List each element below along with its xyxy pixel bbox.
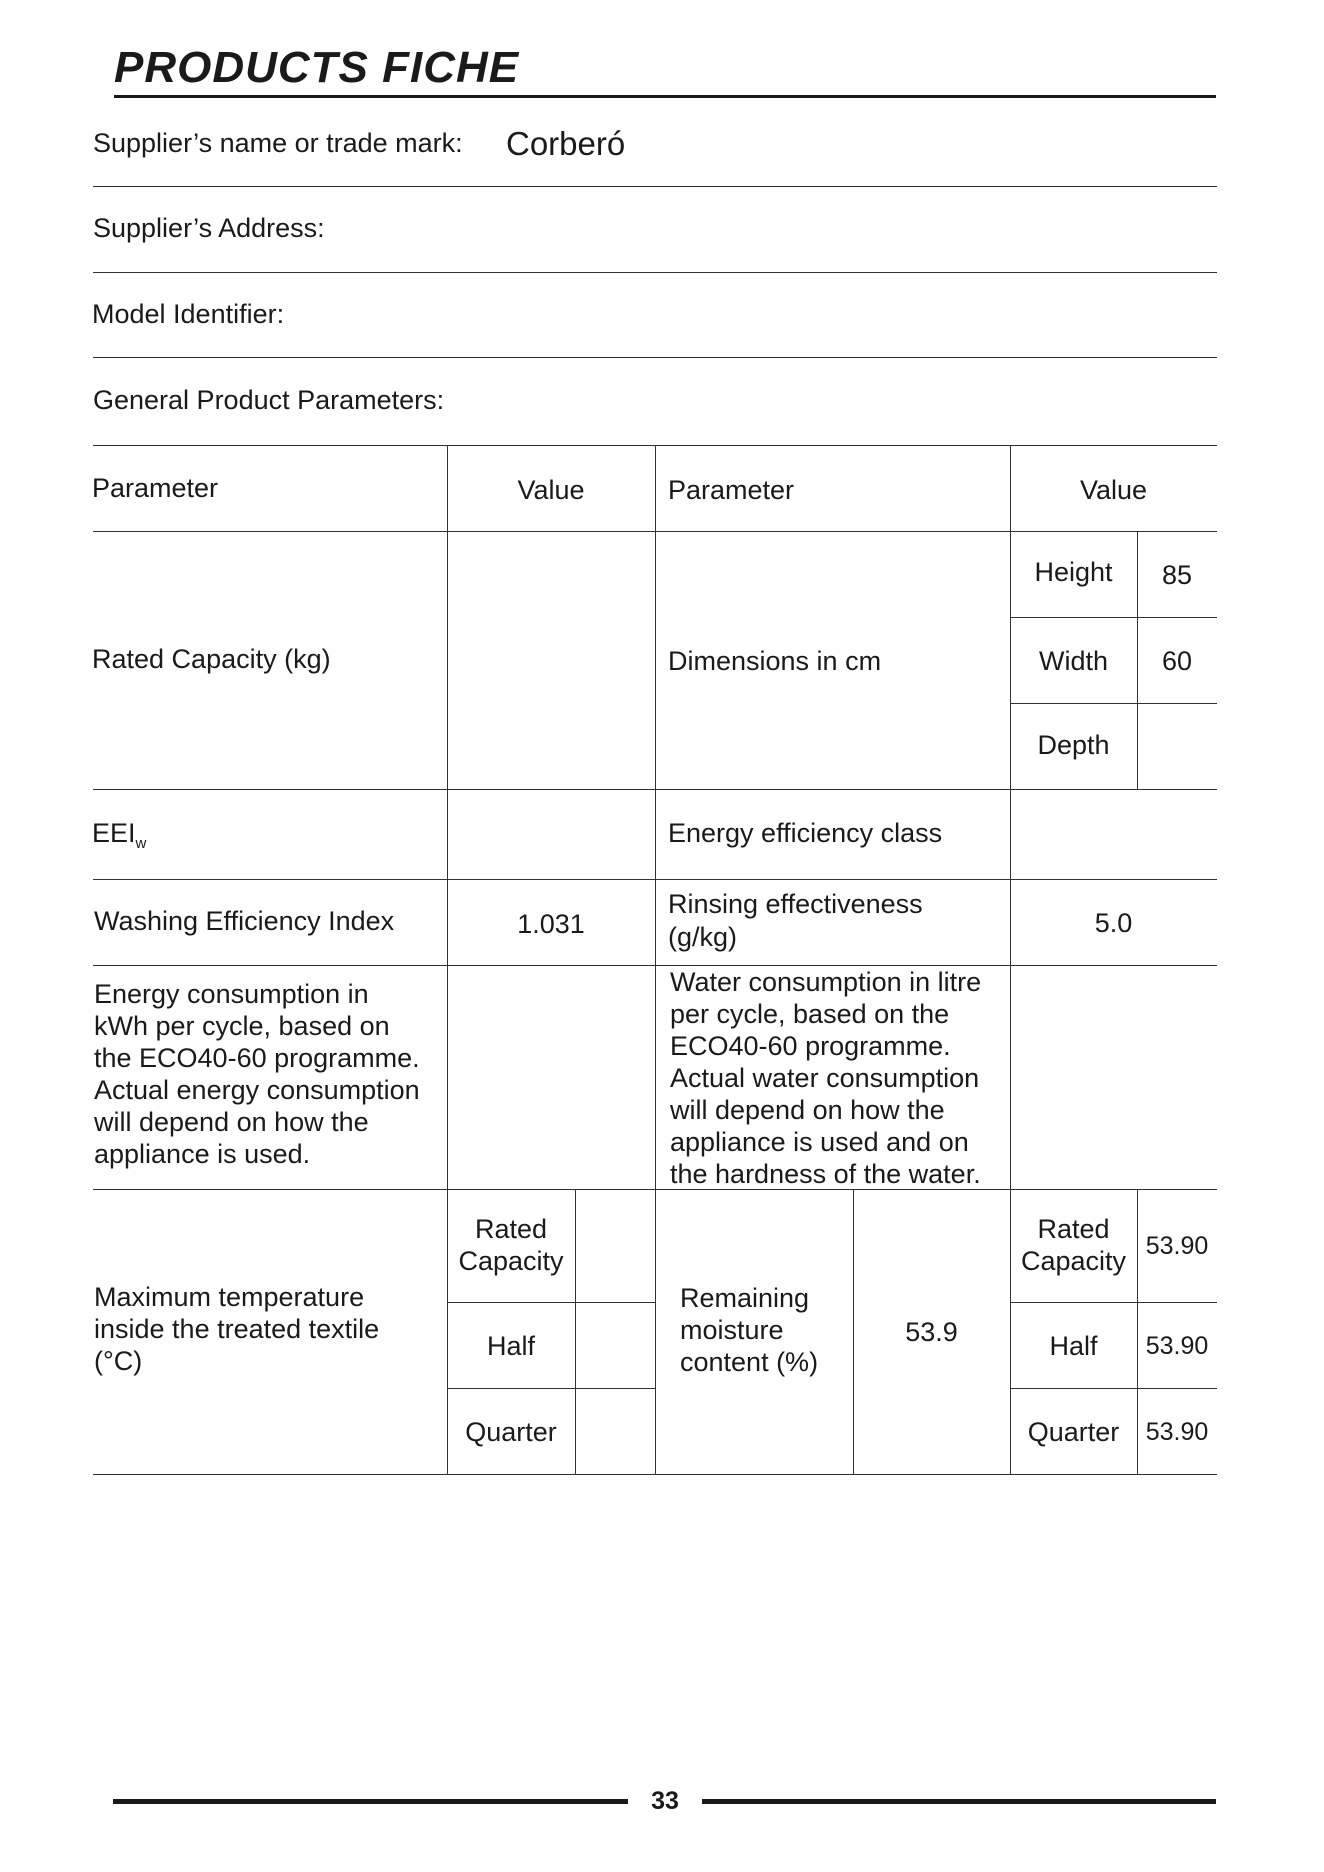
height-label: Height: [1034, 557, 1113, 587]
washing-index-value: 1.031: [517, 909, 585, 939]
rm-rated-value: 53.90: [1145, 1232, 1209, 1260]
water-consumption-line: ECO40-60 programme.: [670, 1031, 951, 1061]
general-params-label: General Product Parameters:: [93, 385, 445, 415]
header-parameter-2: Parameter: [668, 475, 795, 505]
header-value-2: Value: [1079, 475, 1148, 505]
rated-capacity-label: Rated Capacity (kg): [92, 644, 331, 674]
table-column-rule: [655, 445, 656, 1474]
max-temperature-line: Maximum temperature: [94, 1282, 365, 1312]
energy-consumption-line: kWh per cycle, based on: [94, 1011, 390, 1041]
table-rule: [447, 1388, 655, 1389]
rinsing-value: 5.0: [1094, 908, 1133, 938]
page-title: PRODUCTS FICHE: [114, 43, 520, 92]
width-label: Width: [1038, 646, 1109, 676]
table-rule: [1010, 703, 1217, 704]
water-consumption-line: appliance is used and on: [670, 1127, 969, 1157]
remaining-moisture-line: Remaining: [680, 1283, 810, 1313]
water-consumption-line: Water consumption in litre: [670, 967, 982, 997]
energy-consumption-line: the ECO40-60 programme.: [94, 1043, 420, 1073]
table-rule: [1010, 1302, 1217, 1303]
capacity-line: Capacity: [458, 1246, 564, 1276]
table-column-rule: [575, 1189, 576, 1474]
remaining-moisture-value: 53.9: [905, 1317, 958, 1347]
table-rule: [447, 1302, 655, 1303]
supplier-name-label: Supplier’s name or trade mark:: [93, 128, 463, 158]
temp-half-label: Half: [486, 1331, 535, 1361]
water-consumption-line: per cycle, based on the: [670, 999, 950, 1029]
divider: [93, 357, 1217, 358]
model-identifier-label: Model Identifier:: [92, 299, 285, 329]
supplier-name-value: Corberó: [506, 125, 626, 162]
header-value-1: Value: [517, 475, 585, 505]
depth-label: Depth: [1037, 730, 1110, 760]
width-value: 60: [1161, 646, 1193, 676]
rm-half-label: Half: [1049, 1331, 1098, 1361]
header-parameter-1: Parameter: [92, 473, 219, 503]
footer-rule-right: [702, 1799, 1216, 1804]
dimensions-label: Dimensions in cm: [668, 646, 882, 676]
table-rule: [1010, 1388, 1217, 1389]
page-number: 33: [651, 1787, 679, 1815]
footer-rule-left: [113, 1799, 628, 1804]
table-column-rule: [447, 445, 448, 1474]
energy-consumption-text: [94, 978, 420, 1170]
eei-main: EEI: [92, 818, 136, 848]
water-consumption-line: the hardness of the water.: [670, 1159, 981, 1189]
eei-label: [92, 817, 146, 860]
temp-quarter-label: Quarter: [465, 1417, 557, 1447]
rm-rated-capacity-label: [1010, 1213, 1137, 1277]
energy-class-label: Energy efficiency class: [668, 818, 943, 848]
max-temperature-line: inside the treated textile: [94, 1314, 380, 1344]
table-rule: [93, 1474, 1217, 1475]
water-consumption-line: Actual water consumption: [670, 1063, 980, 1093]
divider: [93, 186, 1217, 187]
max-temperature-line: (°C): [94, 1346, 143, 1376]
supplier-address-label: Supplier’s Address:: [93, 213, 325, 243]
remaining-moisture-line: content (%): [680, 1347, 819, 1377]
rinsing-line-2: (g/kg): [668, 922, 738, 952]
rm-half-value: 53.90: [1145, 1332, 1209, 1360]
title-underline: [114, 95, 1216, 98]
table-column-rule: [1010, 445, 1011, 1474]
eei-subscript: w: [135, 835, 147, 852]
rinsing-line-1: Rinsing effectiveness: [668, 889, 923, 919]
energy-consumption-line: will depend on how the: [94, 1107, 369, 1137]
capacity-line: Capacity: [1020, 1246, 1127, 1276]
rated-line: Rated: [474, 1214, 548, 1244]
rm-quarter-value: 53.90: [1145, 1418, 1209, 1446]
rm-quarter-label: Quarter: [1027, 1417, 1120, 1447]
remaining-moisture-line: moisture: [680, 1315, 784, 1345]
remaining-moisture-text: [680, 1282, 818, 1378]
washing-index-label: Washing Efficiency Index: [94, 906, 395, 936]
max-temperature-text: [94, 1281, 379, 1377]
divider: [93, 272, 1217, 273]
energy-consumption-line: appliance is used.: [94, 1139, 311, 1169]
temp-rated-capacity-label: [447, 1213, 575, 1277]
energy-consumption-line: Actual energy consumption: [94, 1075, 420, 1105]
table-rule: [1010, 617, 1217, 618]
water-consumption-line: will depend on how the: [670, 1095, 945, 1125]
water-consumption-text: [670, 966, 981, 1190]
energy-consumption-line: Energy consumption in: [94, 979, 369, 1009]
height-value: 85: [1161, 560, 1193, 590]
rated-line: Rated: [1037, 1214, 1110, 1244]
